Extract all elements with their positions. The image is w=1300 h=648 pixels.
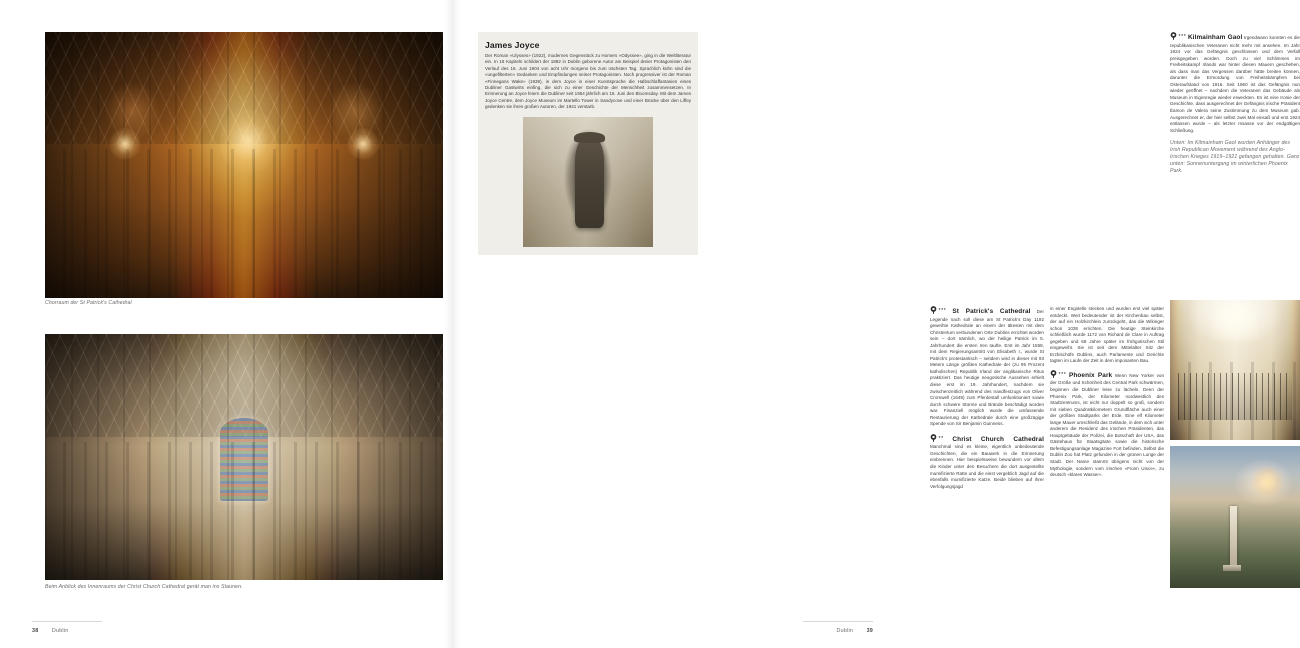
photo-christ-church-interior <box>45 334 443 580</box>
photo-phoenix-park <box>1170 446 1300 588</box>
rating-stars-kilmainham-gaol: *** <box>1178 34 1187 40</box>
caption-christ-church-interior: Beim Anblick des Innenraums der Christ Church Cathedral gerät man ins Staunen. <box>45 584 243 590</box>
cell-door-texture <box>1170 362 1300 440</box>
sight-title-st-patricks: St Patrick's Cathedral <box>952 308 1031 315</box>
footer-rule-right <box>803 621 873 622</box>
sight-text-st-patricks: Der Legende nach soll diese am St Patrick's Day 1192 geweihte Kathedrale an einem der ältesten mit dem Christentum verbundenen Orte Dublins errichtet worden sein – dort nämlich, wo der heilige Patrick im 5. Jahrhundert die ersten Iren taufte. Erst im Jahr 1558, mit dem Regierungsantritt von Elisabeth I., wurde St Patrick's protestantisch – seitdem wird in dieser mit 93 Metern Länge größten Kathedrale der (zu 95 Prozent katholischen) Republik Irland der anglikanische Ritus praktiziert. Das heutige neogotische Aussehen erhielt diese erst im 19. Jahrhundert, nachdem sie zwischenzeitlich während des Irandfestzugs von Oliver Cromwell (1649) zum Pferdestall umfunktioniert sowie durch schwere Stürme und Brände beschädigt worden war. Finanziell möglich wurde die umfassende Restaurierung der Kathedrale durch eine großzügige Spende von Sir Benjamin Guinness. <box>930 309 1044 427</box>
sight-title-phoenix-park: Phoenix Park <box>1068 371 1113 379</box>
rating-stars-phoenix-park: *** <box>1058 371 1067 378</box>
running-head-right: Dublin <box>836 628 854 634</box>
caption-st-patricks-choir: Chorraum der St Patrick's Cathedral <box>45 300 132 306</box>
page-number-right: 39 <box>866 628 873 634</box>
skylight-glow <box>1212 303 1259 339</box>
map-pin-icon <box>930 306 937 317</box>
sight-text-phoenix-park: Wenn New Yorker von der Größe und Schönheit des Central Park schwärmen, beginnen die Dubliner leise zu lächeln. Denn der Phoenix Park, der Kilometer nordwestlich des Stadtzentrums, ist nicht nur doppelt so groß, sondern mit sieben Quadratkilometern Grundfläche auch einer der größten Stadtparks der Erde. Eine elf Kilometer lange Mauer umschließt das Gelände, in dem sich unter anderem die Residenz des irischen Präsidenten, das Hauptgebäude der Polizei, die Botschaft der USA, das Gästehaus für Staatsgäste sowie die historische Befestigungsanlage Magazine Fort befinden. Selbst die Dublin Zoo hat Platz gefunden in der grünen Lunge der Stadt. Der Name stammt übrigens nicht von der Mythologie, sondern vom irischen «Fionn Uisce», zu deutsch «klares Wasser». <box>1050 372 1165 478</box>
feature-title: James Joyce <box>485 40 540 50</box>
text-column-3 <box>1170 32 1300 175</box>
arcade-texture <box>45 442 443 580</box>
footer-rule-left <box>32 621 102 622</box>
statue-hat <box>574 132 605 142</box>
sight-block-christ-church-cont <box>1050 306 1164 365</box>
left-page <box>0 0 452 648</box>
map-pin-icon <box>1170 32 1177 43</box>
sight-title-christ-church: Christ Church Cathedral <box>952 435 1044 443</box>
feature-box-james-joyce <box>478 32 698 255</box>
sight-block-phoenix-park <box>1050 370 1164 479</box>
wellington-monument <box>1230 506 1237 566</box>
photo-joyce-statue <box>523 117 653 247</box>
monument-base <box>1223 565 1241 571</box>
caption-right-column: Unten: Im Kilmainham Gaol wurden Anhänger des Irish Republican Movement während des Anglo-Irischen Krieges 1919–1921 gefangen gehalten. Ganz unten: Sonnenuntergang im winterlichen Phoenix Park. <box>1170 140 1300 175</box>
footer-left <box>32 628 68 634</box>
map-pin-icon <box>930 434 937 445</box>
sight-text-christ-church-part2: in einer Engstelle stecken und wurden erst viel später entdeckt. Weit bedeutender ist der Kirchenbau selbst, der auf ein Holzkirchlein zurückgeht, das die Wikinger schon 1038 errichten. Die heutige Steinkirche schließlich wurde 1172 von Richard de Clare in Auftrag gegeben und 68 Jahre später im frühgotischen Stil eingeweiht. Sie ist seit dem Mittelalter Sitz der Erzbischöfe Dublins, auch Parlamente und Gerichte tagten im Laufe der Zeit in dem imposanten Bau. <box>1050 306 1164 364</box>
running-head-left: Dublin <box>51 628 69 634</box>
right-page <box>452 0 1300 648</box>
map-pin-icon <box>1050 370 1057 381</box>
rating-stars-christ-church: ** <box>938 435 944 442</box>
sight-text-kilmainham-gaol: Irgendwann konnten es die republikanischen Veteranen nicht mehr mit ansehen. Im Jahr 1924 vor das Gefängnis geschlossen und dem Verfall preisgegeben worden. Doch zu viel Schlimmes im Freiheitskampf Irlands war hinter diesen Mauern geschehen, als dass man das Vergessen darüber hätte breiten können, darunter die Ermordung von Freiheitskämpfern bei Osteraufstand von 1916. Seit 1960 ist das Gefängnis nun wieder geöffnet – nachdem die Veteranen das Gebäude als Museum in Eigenregie wieder erweckten. Es ist eine Ironie der Geschichte, dass ausgerechnet der Gefängnis irische Präsident Éamon de Valera seine Zustimmung zu dem Museum gab. Ausgerechnet er, der hier selbst zwei Mal einsaß und erst 1924 entlassen wurde – als letzter Insasse vor der endgültigen Schließung. <box>1170 35 1300 133</box>
page-number-left: 38 <box>32 628 39 634</box>
text-column-2 <box>1050 306 1164 484</box>
photo-st-patricks-choir <box>45 32 443 298</box>
sight-block-kilmainham-gaol <box>1170 32 1300 134</box>
sight-block-st-patricks <box>930 306 1044 428</box>
sight-title-kilmainham-gaol: Kilmainham Gaol <box>1187 34 1243 41</box>
footer-right <box>837 628 873 634</box>
rating-stars-st-patricks: *** <box>938 308 947 314</box>
text-column-1 <box>930 306 1044 495</box>
photo-kilmainham-gaol <box>1170 300 1300 440</box>
arcade-texture <box>45 149 443 298</box>
sight-block-christ-church <box>930 434 1044 490</box>
feature-text <box>485 53 691 111</box>
statue-figure <box>575 137 604 228</box>
sunset-glow <box>1251 466 1285 497</box>
feature-paragraph: Der Roman «Ulysses» (1922), modernes Gegenstück zu Homers «Odyssee», ging in die Weltliteratur ein. In 18 Kapiteln schildert der 1882 in Dublin geborene Autor am Beispiel dreier Protagonisten den Verlauf des 16. Juni 1904 von acht Uhr morgens bis zum nächsten Tag. Sprachlich kühn sind die «ungefilterten» Gedanken und Empfindungen seiner Protagonisten. Noch progressiver ist der Roman «Finnegans Wake» (1939), in dem Joyce in einer Kunstsprache die Halbschlaffantasien eines Dubliner Gastwirts einfing, die sich zu einer Geschichte der Menschheit zusammensetzen. In Erinnerung an Joyce feiern die Dubliner seit 1954 jährlich am 16. Juni den Bloomsday. Mit dem James Joyce Centre, dem Joyce Museum im Martello Tower in Sandycove und einer Brücke über den Liffey gedenken sie ihres großen Autoren, der 1941 verstarb. <box>485 53 691 110</box>
sight-text-christ-church-part1: Manchmal sind es kleine, eigentlich unbedeutende Geschichten, die ein Bauwerk in die Erinnerung einbrennen. Hier beispielsweise bewundern vor allem die Kinder unter den Besuchern die dort ausgestellte mumifizierte Ratte und die einst vergeblich Jagd auf die ebenfalls mumifizierte Katze. Beide blieben auf ihrer Verfolgungsjagd <box>930 444 1044 489</box>
